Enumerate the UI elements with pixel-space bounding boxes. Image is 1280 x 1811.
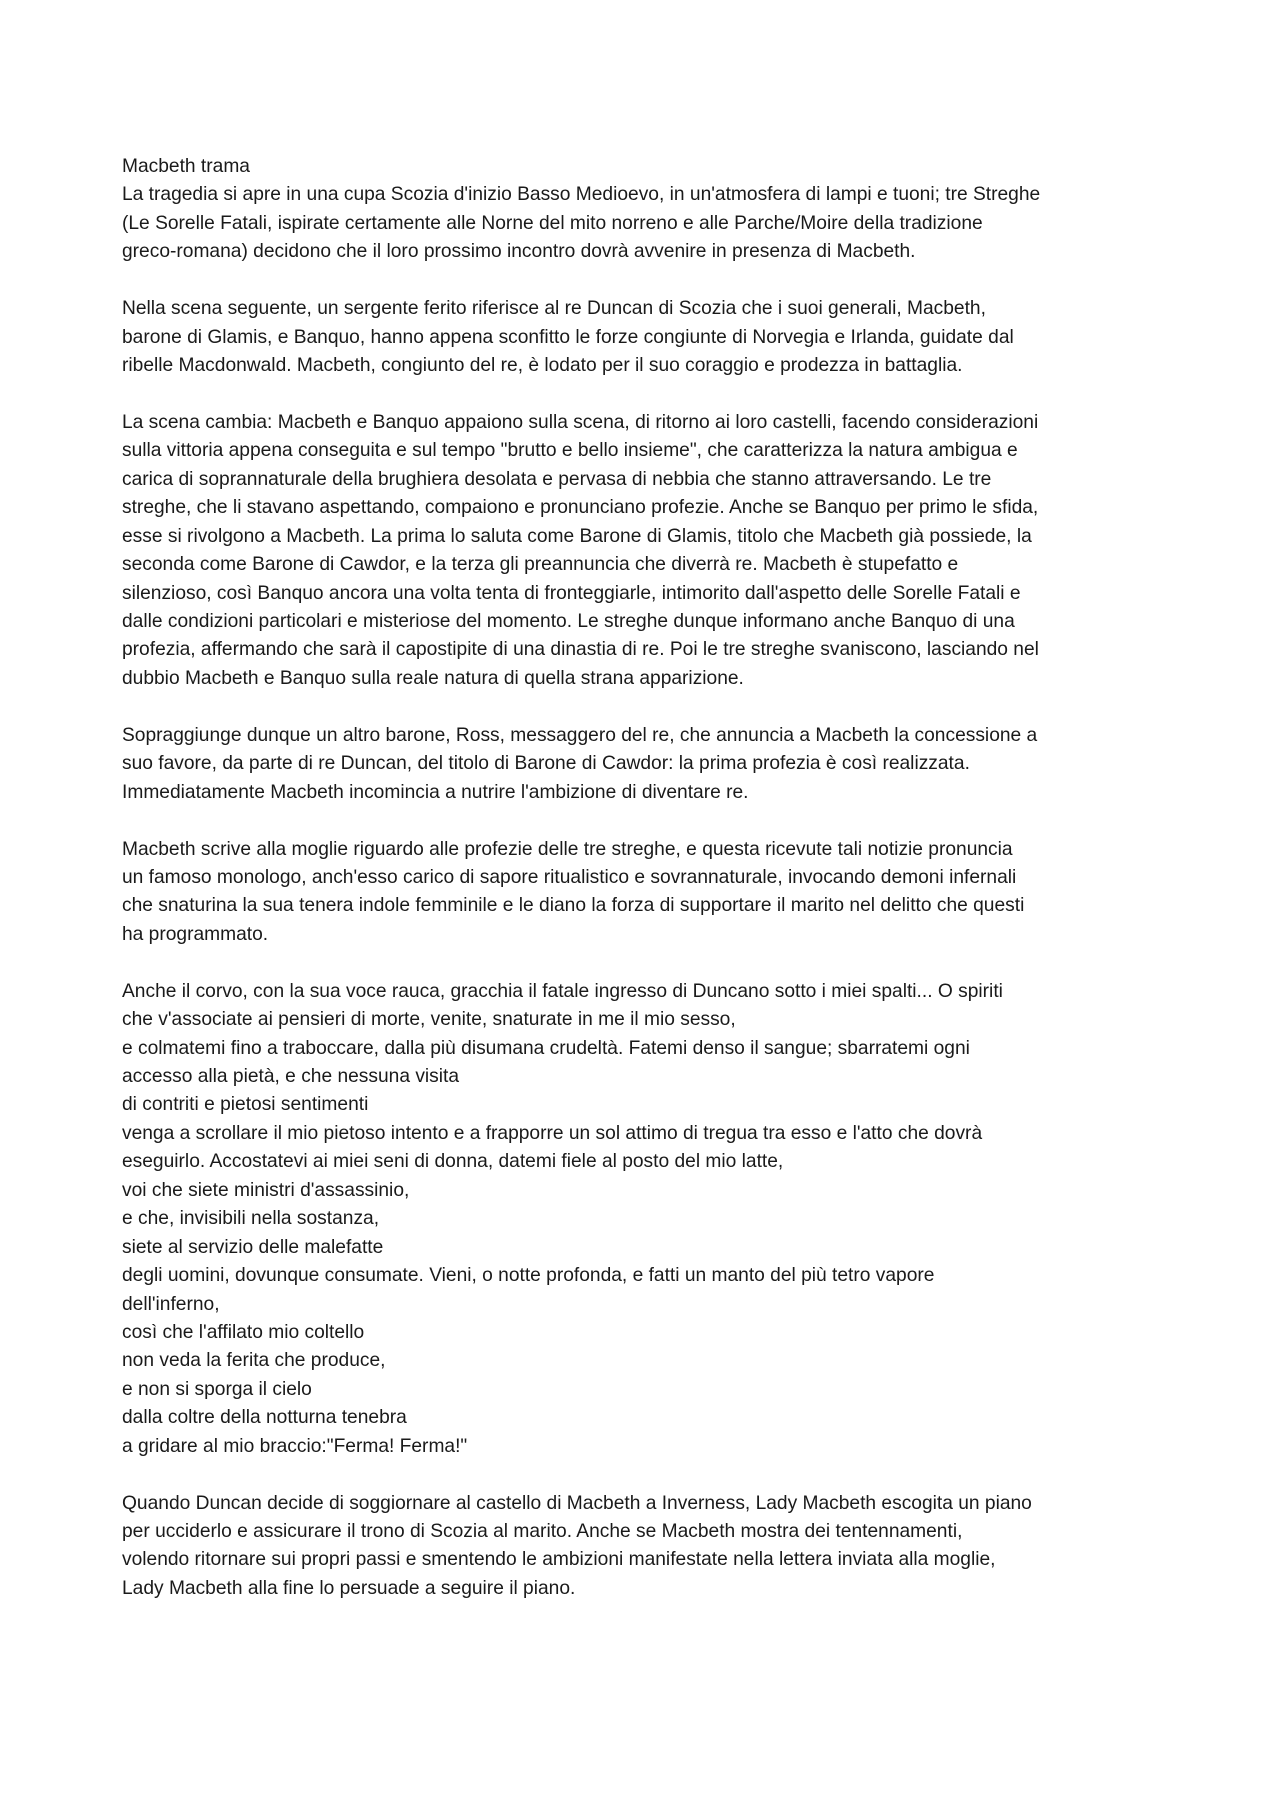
paragraph-spacer — [122, 1461, 1162, 1489]
text-line: Nella scena seguente, un sergente ferito riferisce al re Duncan di Scozia che i suoi generali, Macbeth, — [122, 298, 986, 320]
text-line: ribelle Macdonwald. Macbeth, congiunto del re, è lodato per il suo coraggio e prodezza in battaglia. — [122, 355, 963, 377]
text-line: Quando Duncan decide di soggiornare al castello di Macbeth a Inverness, Lady Macbeth escogita un piano — [122, 1492, 1032, 1514]
paragraph-spacer — [122, 693, 1162, 721]
paragraph-intro — [122, 181, 1162, 266]
text-line: profezia, affermando che sarà il capostipite di una dinastia di re. Poi le tre streghe svaniscono, lasciando nel — [122, 639, 1039, 661]
text-line: barone di Glamis, e Banquo, hanno appena sconfitto le forze congiunte di Norvegia e Irlanda, guidate dal — [122, 326, 1014, 348]
paragraph-spacer — [122, 381, 1162, 409]
document-body — [122, 153, 1162, 1603]
text-line: Anche il corvo, con la sua voce rauca, gracchia il fatale ingresso di Duncano sotto i miei spalti... O spiriti — [122, 980, 1003, 1002]
text-line: e non si sporga il cielo — [122, 1378, 312, 1400]
text-line: ha programmato. — [122, 923, 269, 945]
text-line: così che l'affilato mio coltello — [122, 1321, 365, 1343]
text-line: suo favore, da parte di re Duncan, del titolo di Barone di Cawdor: la prima profezia è così realizzata. — [122, 753, 970, 775]
text-line: La tragedia si apre in una cupa Scozia d'inizio Basso Medioevo, in un'atmosfera di lampi e tuoni; tre Streghe — [122, 184, 1041, 206]
text-line: (Le Sorelle Fatali, ispirate certamente alle Norne del mito norreno e alle Parche/Moire della tradizione — [122, 212, 983, 234]
text-line: eseguirlo. Accostatevi ai miei seni di donna, datemi fiele al posto del mio latte, — [122, 1151, 784, 1173]
text-line: volendo ritornare sui propri passi e smentendo le ambizioni manifestate nella lettera inviata alla moglie, — [122, 1549, 996, 1571]
text-line: di contriti e pietosi sentimenti — [122, 1094, 369, 1116]
text-line: venga a scrollare il mio pietoso intento e a frapporre un sol attimo di tregua tra esso e l'atto che dovrà — [122, 1122, 983, 1144]
text-line: degli uomini, dovunque consumate. Vieni, o notte profonda, e fatti un manto del più tetro vapore — [122, 1265, 935, 1287]
paragraph-monologue — [122, 978, 1162, 1461]
text-line: dell'inferno, — [122, 1293, 220, 1315]
text-line: voi che siete ministri d'assassinio, — [122, 1179, 410, 1201]
paragraph-ross — [122, 722, 1162, 807]
text-line: e colmatemi fino a traboccare, dalla più disumana crudeltà. Fatemi denso il sangue; sbarratemi ogni — [122, 1037, 970, 1059]
paragraph-spacer — [122, 807, 1162, 835]
paragraph-sergeant — [122, 295, 1162, 380]
paragraph-spacer — [122, 949, 1162, 977]
text-line: Lady Macbeth alla fine lo persuade a seguire il piano. — [122, 1577, 576, 1599]
text-line: e che, invisibili nella sostanza, — [122, 1208, 380, 1230]
text-line: silenzioso, così Banquo ancora una volta tenta di fronteggiarle, intimorito dall'aspetto delle Sorelle Fatali e — [122, 582, 1021, 604]
text-line: dalla coltre della notturna tenebra — [122, 1407, 407, 1429]
text-line: accesso alla pietà, e che nessuna visita — [122, 1066, 460, 1087]
paragraph-witches — [122, 409, 1162, 693]
text-line: esse si rivolgono a Macbeth. La prima lo saluta come Barone di Glamis, titolo che Macbeth già possiede, la — [122, 525, 1032, 547]
text-line: carica di soprannaturale della brughiera desolata e pervasa di nebbia che stanno attraversando. Le tre — [122, 468, 992, 490]
text-line: che v'associate ai pensieri di morte, venite, snaturate in me il mio sesso, — [122, 1009, 736, 1031]
text-line: per ucciderlo e assicurare il trono di Scozia al marito. Anche se Macbeth mostra dei tentennamenti, — [122, 1521, 963, 1542]
text-line: Macbeth scrive alla moglie riguardo alle profezie delle tre streghe, e questa ricevute tali notizie pronuncia — [122, 838, 1013, 860]
text-line: non veda la ferita che produce, — [122, 1350, 386, 1372]
text-line: dalle condizioni particolari e misteriose del momento. Le streghe dunque informano anche Banquo di una — [122, 611, 1015, 632]
text-line: Immediatamente Macbeth incomincia a nutrire l'ambizione di diventare re. — [122, 781, 749, 803]
text-line: a gridare al mio braccio:"Ferma! Ferma!" — [122, 1435, 468, 1457]
paragraph-plan — [122, 1490, 1162, 1604]
paragraph-spacer — [122, 267, 1162, 295]
text-line: streghe, che li stavano aspettando, compaiono e pronunciano profezie. Anche se Banquo per primo le sfida, — [122, 497, 1039, 519]
text-line: siete al servizio delle malefatte — [122, 1236, 384, 1258]
text-line: sulla vittoria appena conseguita e sul tempo "brutto e bello insieme", che caratterizza la natura ambigua e — [122, 440, 1018, 462]
text-line: La scena cambia: Macbeth e Banquo appaiono sulla scena, di ritorno ai loro castelli, facendo considerazioni — [122, 411, 1039, 433]
text-line: che snaturina la sua tenera indole femminile e le diano la forza di supportare il marito nel delitto che questi — [122, 895, 1025, 917]
text-line: dubbio Macbeth e Banquo sulla reale natura di quella strana apparizione. — [122, 667, 744, 689]
text-line: seconda come Barone di Cawdor, e la terza gli preannuncia che diverrà re. Macbeth è stupefatto e — [122, 554, 959, 576]
text-line: greco-romana) decidono che il loro prossimo incontro dovrà avvenire in presenza di Macbeth. — [122, 241, 916, 263]
paragraph-letter — [122, 836, 1162, 950]
text-line: Sopraggiunge dunque un altro barone, Ross, messaggero del re, che annuncia a Macbeth la concessione a — [122, 724, 1038, 746]
document-title: Macbeth trama — [122, 156, 250, 177]
text-line: un famoso monologo, anch'esso carico di sapore ritualistico e sovrannaturale, invocando demoni infernali — [122, 866, 1017, 888]
